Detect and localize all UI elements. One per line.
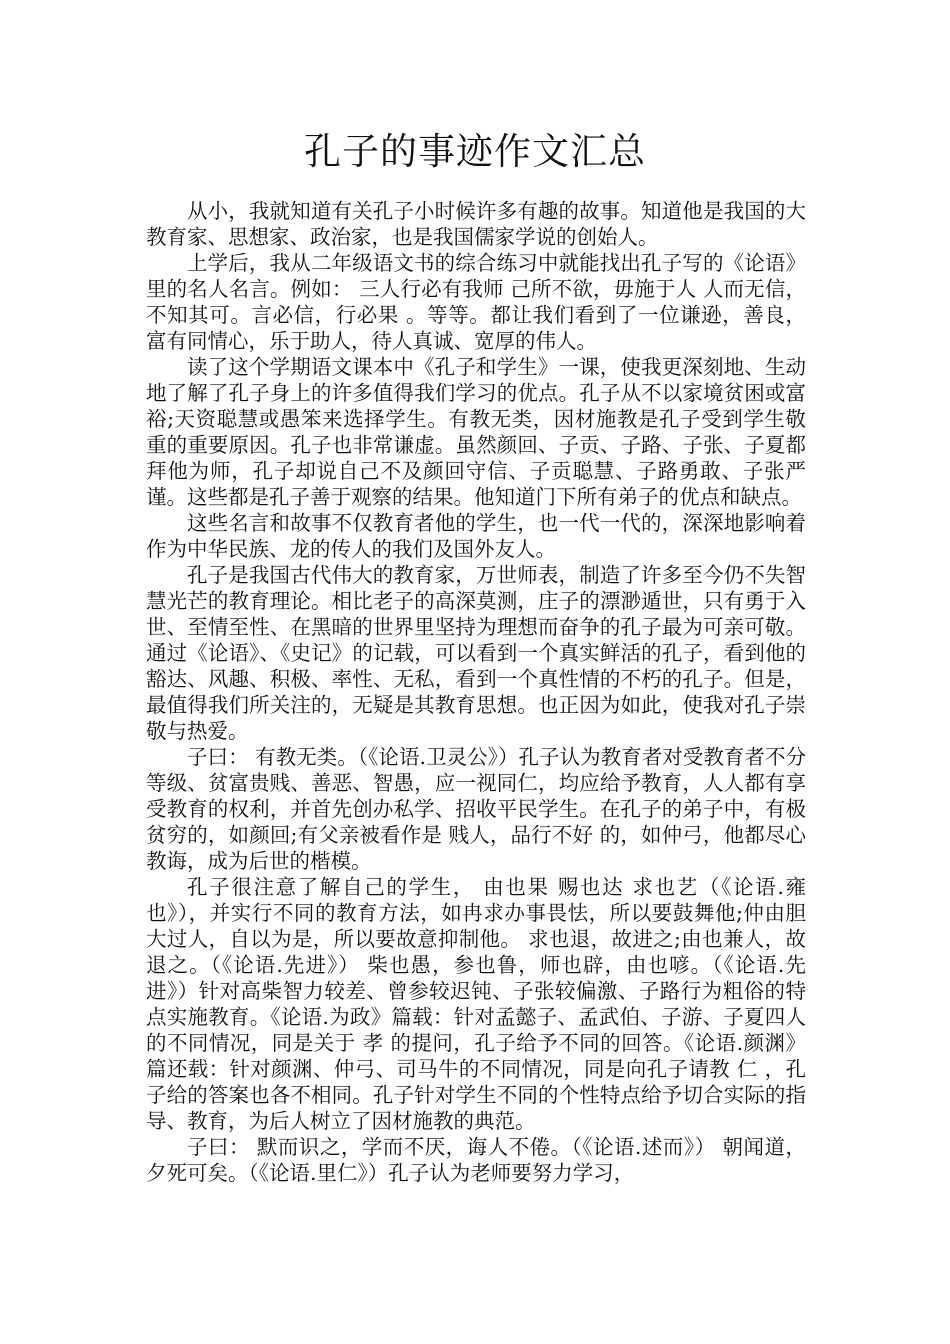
paragraph: 这些名言和故事不仅教育者他的学生，也一代一代的，深深地影响着作为中华民族、龙的传人的我们及国外友人。: [146, 511, 806, 561]
paragraph: 孔子很注意了解自己的学生， 由也果 赐也达 求也艺（《论语.雍也》），并实行不同的教育方法，如冉求办事畏怯，所以要鼓舞他;仲由胆大过人，自以为是，所以要故意抑制他。 求也退，故进之;由也兼人，故退之。（《论语.先进》） 柴也愚，参也鲁，师也辟，由也喭。（《论语.先进》）针对高柴智力较差、曾参较迟钝、子张较偏激、子路行为粗俗的特点实施教育。《论语.为政》篇载：针对孟懿子、孟武伯、子游、子夏四人的不同情况，同是关于 孝 的提问，孔子给予不同的回答。《论语.颜渊》篇还载：针对颜渊、仲弓、司马牛的不同情况，同是向孔子请教 仁 ，孔子给的答案也各不相同。孔子针对学生不同的个性特点给予切合实际的指导、教育，为后人树立了因材施教的典范。: [146, 875, 806, 1133]
paragraph: 子曰： 有教无类。（《论语.卫灵公》）孔子认为教育者对受教育者不分等级、贫富贵贱、善恶、智愚，应一视同仁，均应给予教育，人人都有享受教育的权利，并首先创办私学、招收平民学生。在孔子的弟子中，有极贫穷的，如颜回;有父亲被看作是 贱人，品行不好 的，如仲弓，他都尽心教诲，成为后世的楷模。: [146, 745, 806, 873]
paragraph: 上学后，我从二年级语文书的综合练习中就能找出孔子写的《论语》里的名人名言。例如： 三人行必有我师 己所不欲，毋施于人 人而无信，不知其可。言必信，行必果 。等等。都让我们看到了一位谦逊，善良，富有同情心，乐于助人，待人真诚、宽厚的伟人。: [146, 251, 806, 353]
paragraph: 孔子是我国古代伟大的教育家，万世师表，制造了许多至今仍不失智慧光芒的教育理论。相比老子的高深莫测，庄子的漂渺遁世，只有勇于入世、至情至性、在黑暗的世界里坚持为理想而奋争的孔子最为可亲可敬。通过《论语》、《史记》的记载，可以看到一个真实鲜活的孔子，看到他的豁达、风趣、积极、率性、无私，看到一个真性情的不朽的孔子。但是，最值得我们所关注的，无疑是其教育思想。也正因为如此，使我对孔子崇敬与热爱。: [146, 563, 806, 743]
paragraph: 子曰： 默而识之，学而不厌，诲人不倦。（《论语.述而》） 朝闻道，夕死可矣。（《论语.里仁》）孔子认为老师要努力学习，: [146, 1135, 806, 1185]
paragraph: 从小，我就知道有关孔子小时候许多有趣的故事。知道他是我国的大教育家、思想家、政治家，也是我国儒家学说的创始人。: [146, 199, 806, 249]
document-body: [146, 198, 806, 1186]
document-title: 孔子的事迹作文汇总: [304, 130, 646, 173]
paragraph: 读了这个学期语文课本中《孔子和学生》一课，使我更深刻地、生动地了解了孔子身上的许多值得我们学习的优点。孔子从不以家境贫困或富裕;天资聪慧或愚笨来选择学生。有教无类，因材施教是孔子受到学生敬重的重要原因。孔子也非常谦虚。虽然颜回、子贡、子路、子张、子夏都拜他为师，孔子却说自己不及颜回守信、子贡聪慧、子路勇敢、子张严谨。这些都是孔子善于观察的结果。他知道门下所有弟子的优点和缺点。: [146, 355, 806, 509]
